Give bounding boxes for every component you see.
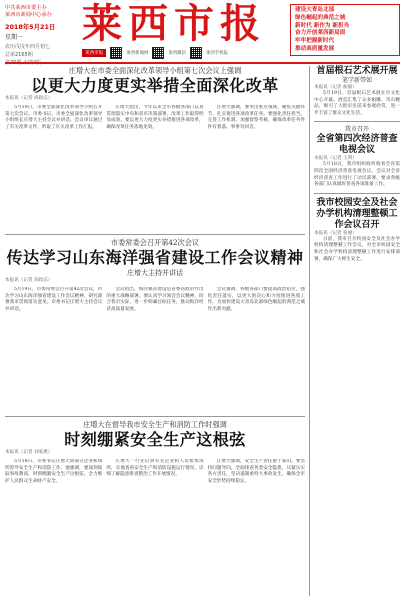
sidebar-kicker: 我市召开 [344, 126, 369, 134]
sidebar-subhead: 笔学新带如 [341, 77, 372, 84]
article-kicker: 市委常委会召开第42次会议 [110, 238, 200, 247]
sidebar-divider [314, 193, 400, 194]
header-divider [5, 62, 400, 64]
article-body: 5月19日，市委常委会召开第42次会议，传达学习山东海洋强省建设工作会议精神，研究部署我市贯彻落实意见。市委书记庄增大主持会议并讲话。 会议指出，海洋强省建设是省委省政府作出的重大战略部署。要认真学习领会会议精神，结合我市实际，进一步明确目标任务，推动海洋经济高质量发展。 会议强调，各级各部门要提高政治站位，强化责任落实，以更大的决心和力度推进各项工作，为加快建设大青岛北部绿色崛起的典范之城作出新贡献。 [5, 287, 305, 312]
sidebar-column [309, 66, 400, 596]
qr-code-icon [152, 47, 164, 59]
sidebar-byline: 本报讯（记者 曲毅） [314, 85, 357, 90]
sidebar-title: 我市校园安全及社会办学机构清理整顿工作会议召开 [316, 197, 398, 230]
sidebar-article: 首届根石艺术展开展 笔学新带如 本报讯（记者 曲毅） 5月19日，首届根石艺术展在市文化中心开幕。展览汇集了众多根雕、奇石精品，吸引了大批市民前来参观欣赏，进一步丰富了群众文化生活。 [314, 66, 400, 116]
article-byline: 本报讯（记者 高政志） [5, 96, 53, 101]
sidebar-byline: 本报讯（记者 王瑛） [314, 156, 357, 162]
article-subhead: 庄增大主持并讲话 [127, 269, 183, 277]
lead-article [5, 66, 305, 232]
promo-text: 建设大青岛北部 绿色崛起的典范之城 新时代 新作为 新担当 奋力开创莱西新局面 牢牢把握新时代 推动高质量发展 [295, 7, 350, 52]
article-kicker: 庄增大在督导我市安全生产和消防工作时强调 [83, 420, 227, 429]
logo-badge: 莱西市报 [82, 49, 106, 57]
media-item: 莱西手机报 [205, 51, 228, 56]
article-byline: 本报讯（记者 高政志） [5, 278, 53, 283]
lunar-date: 农历戊戌年四月初七 [5, 44, 51, 50]
qr-code-icon [110, 47, 122, 59]
article-headline: 以更大力度更实举措全面深化改革 [31, 76, 279, 95]
article-body: 5月19日，市委全面深化改革领导小组召开第七次会议。市委书记、市委全面深化改革领导小组组长庄增大主持会议并讲话。会议审议通过了有关改革文件，听取了有关改革工作汇报。 庄增大指出，今年以来全市各级各部门认真贯彻落实中央和省市决策部署，改革工作取得明显成效。要以更大力度更实举措推进各项改革，确保改革任务落地见效。 庄增大强调，要突出重点领域，聚焦关键环节，扎实推进各项改革任务。要强化责任担当，完善工作机制，加强督察考核，确保改革任务件件有着落、事事有回音。 [5, 105, 305, 130]
issue-total: 总第2165期 [5, 52, 33, 58]
promo-box [290, 4, 400, 56]
sidebar-article: 我市校园安全及社会办学机构清理整顿工作会议召开 本报讯（记者 张丽） 日前，我市召开校园安全及社会办学机构清理整顿工作会议，对全市校园安全和社会办学机构清理整顿工作进行安排部署，确保广大师生安全。 [314, 197, 400, 262]
publish-date: 2018年5月21日 [5, 23, 56, 31]
media-bar [82, 46, 287, 60]
media-item: 莱西新闻网 [126, 51, 149, 56]
media-item: 莱西微信 [168, 51, 186, 56]
second-article [5, 234, 305, 414]
sidebar-divider [314, 121, 400, 122]
article-headline: 时刻绷紧安全生产这根弦 [64, 430, 246, 449]
weekday: 星期一 [5, 34, 24, 41]
third-article [5, 416, 305, 596]
sidebar-title: 首届根石艺术展开展 [316, 66, 398, 76]
article-kicker: 庄增大在市委全面深化改革领导小组第七次会议上强调 [68, 66, 242, 75]
org-line: 中共莱西市委主办 [5, 5, 47, 11]
newspaper-title: 莱西市报 [82, 0, 266, 47]
org-line: 莱西市新闻中心承办 [5, 12, 52, 18]
masthead-info [5, 5, 80, 66]
qr-code-icon [190, 47, 202, 59]
sidebar-article: 我市召开 全省第四次经济普查电视会议 本报讯（记者 王瑛） 5月18日，我市组织收听收看全省第四次全国经济普查电视会议。会议对全省经济普查工作进行了动员部署，要求各级各部门认真做好普查各项准备工作。 [314, 126, 400, 188]
article-byline: 本报讯（记者 刘家惠） [5, 450, 53, 455]
article-headline: 传达学习山东海洋强省建设工作会议精神 [6, 248, 304, 267]
main-column [5, 66, 305, 596]
sidebar-title: 全省第四次经济普查电视会议 [316, 134, 398, 156]
article-body: 5月18日，市委书记庄增大到部分企业和场所督导安全生产和消防工作。他强调，要深刻汲取事故教训，时刻绷紧安全生产这根弦，全力维护人民群众生命财产安全。 庄增大一行先后到有关企业和人员密集场所，实地查看安全生产和消防设施运行情况，详细了解隐患排查整治工作开展情况。 庄增大强调，安全生产责任重于泰山。要坚持问题导向，全面排查各类安全隐患，压紧压实各方责任，坚决遏制重特大事故发生，确保全市安全形势持续稳定。 [5, 459, 305, 484]
sidebar-byline: 本报讯（记者 张丽） [314, 230, 357, 236]
